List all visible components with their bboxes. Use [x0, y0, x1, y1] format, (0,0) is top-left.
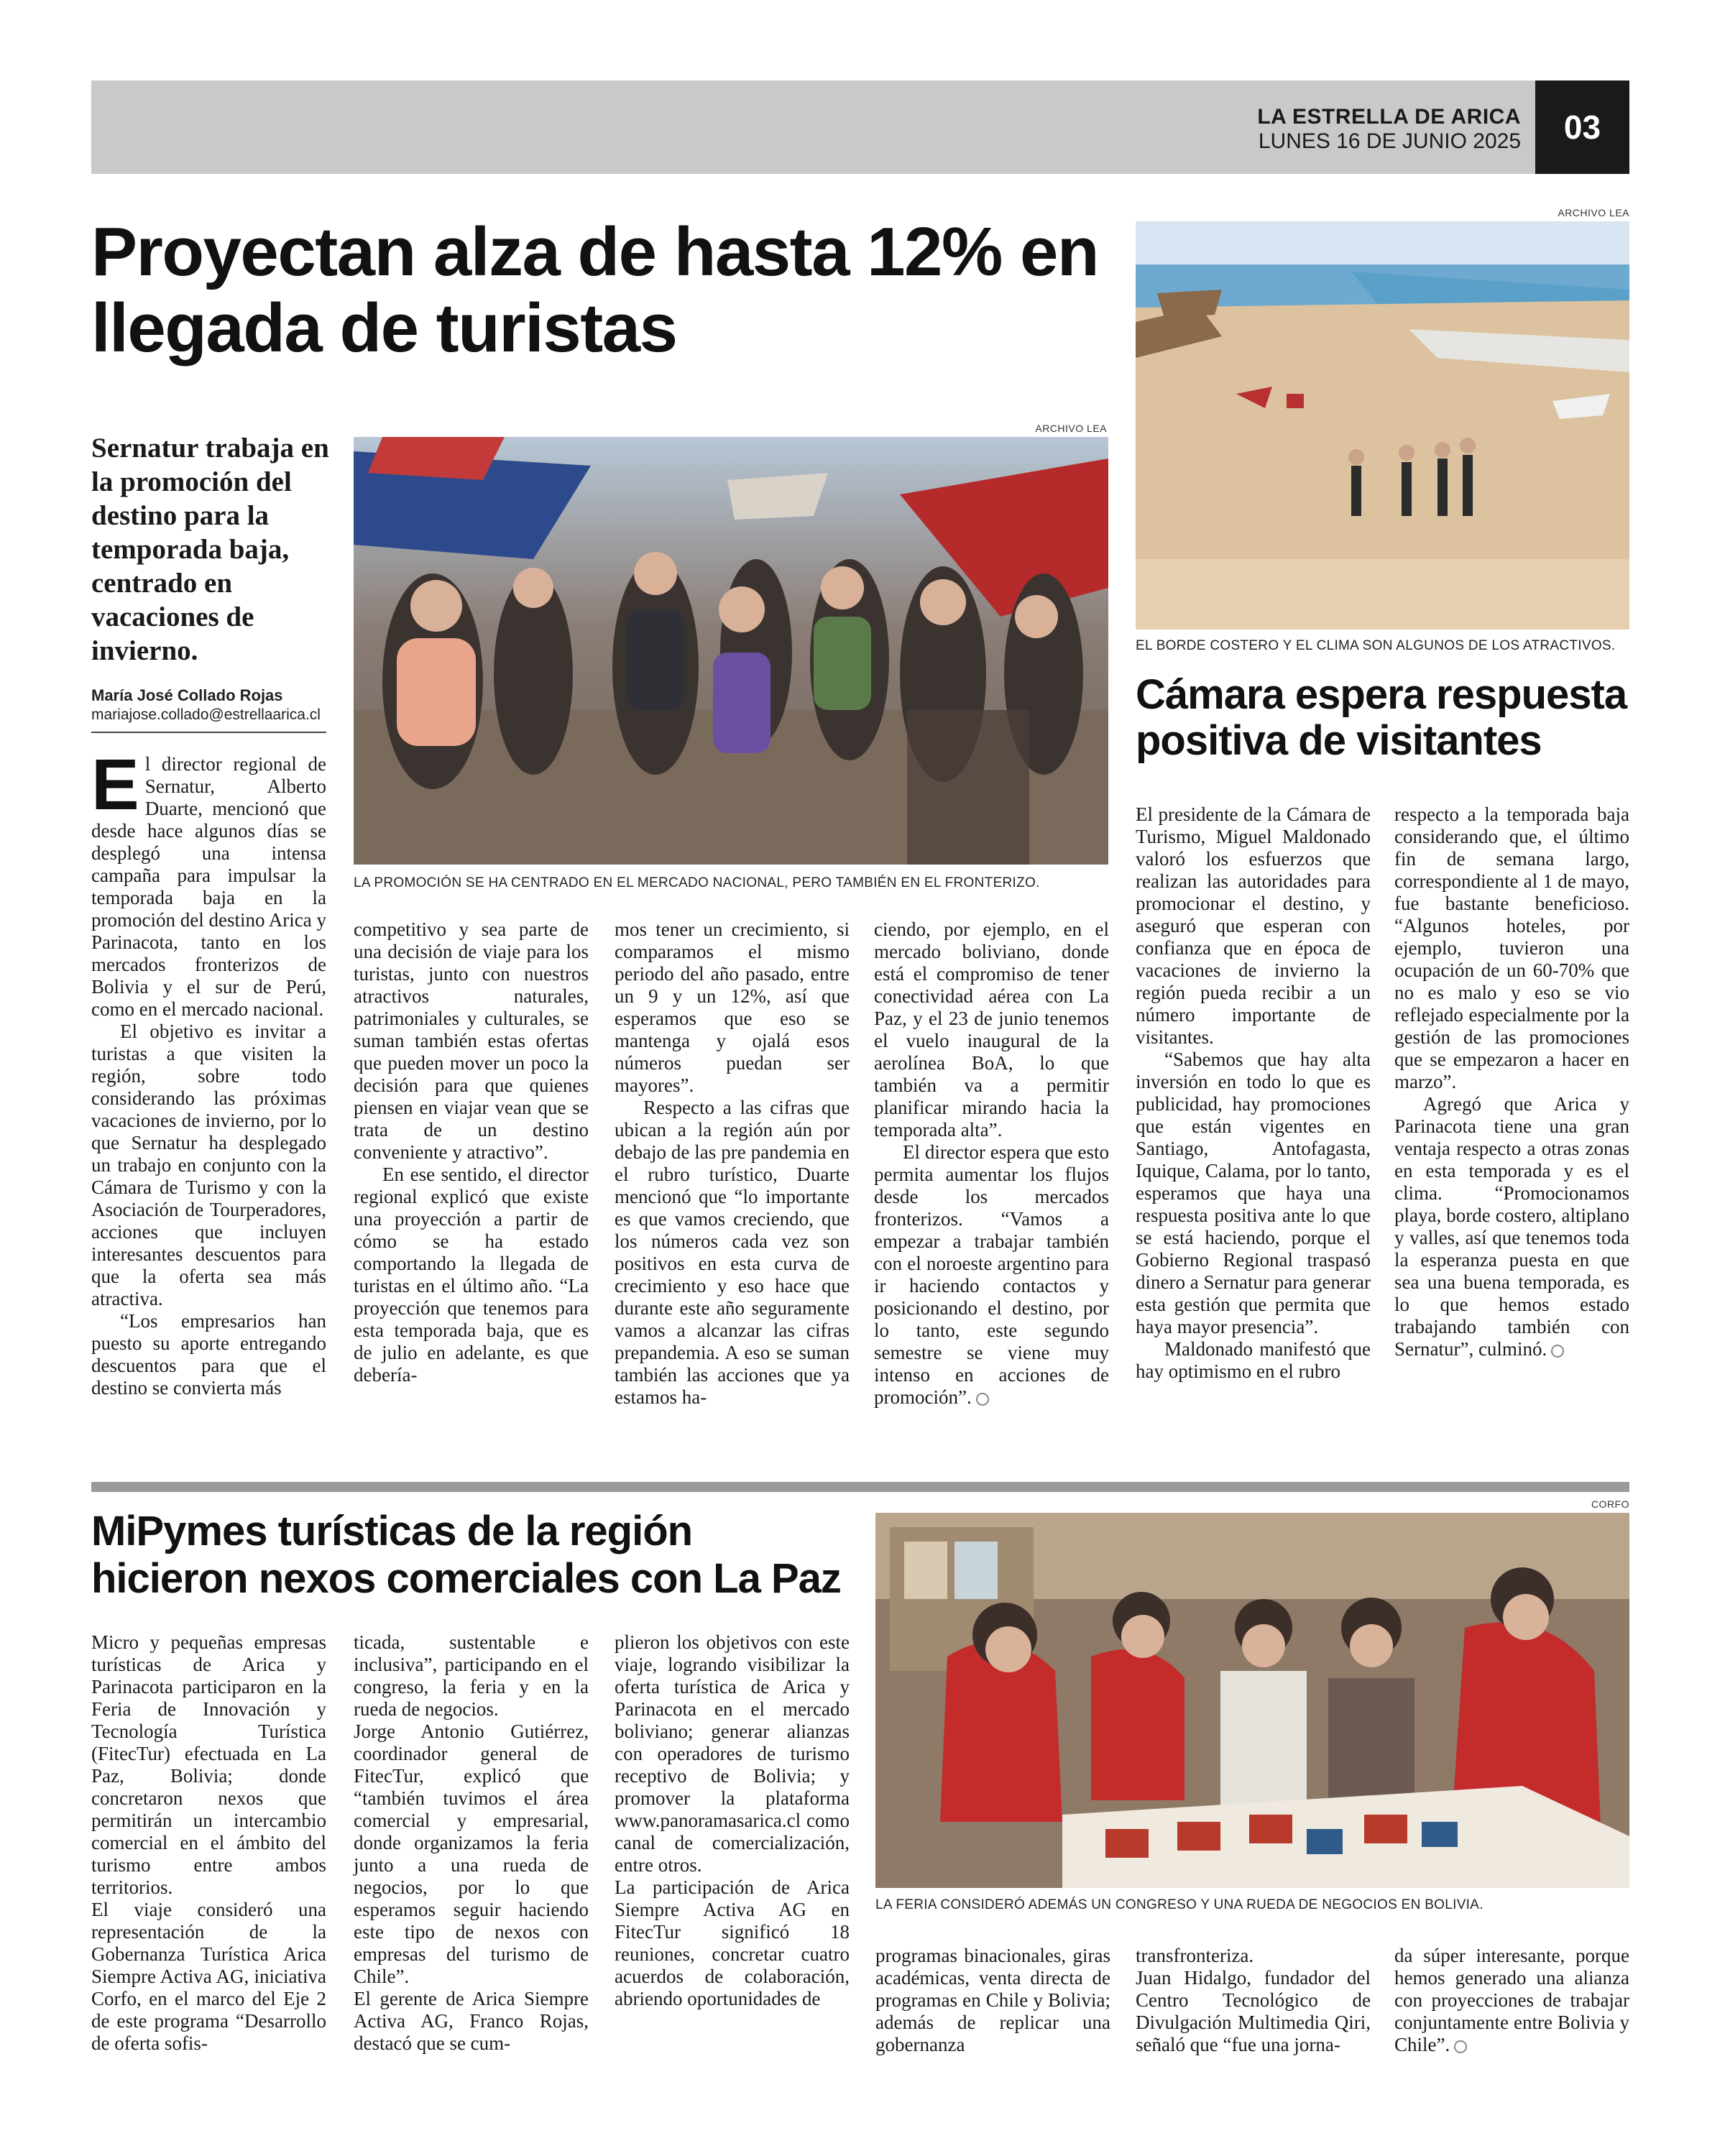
- bottom-col-4: [875, 1945, 1110, 2056]
- side-col-1-para-2: “Sabemos que hay alta inversión en todo lo que es publicidad, hay promociones que están vigentes en Santiago, Antofagasta, Iquique, Calama, por lo tanto, esperamos que haya una respuesta positiva ante lo que se está haciendo, porque el Gobierno Regional traspasó dinero a Sernatur para generar esta gestión que permita que haya mayor presencia”.: [1136, 1049, 1371, 1337]
- side-photo-caption: EL BORDE COSTERO Y EL CLIMA SON ALGUNOS DE LOS ATRACTIVOS.: [1136, 638, 1616, 653]
- main-col-3-para-2: Respecto a las cifras que ubican a la región aún por debajo de las pre pandemia en el rubro turístico, Duarte mencionó que “lo importante es que vamos creciendo, que los números cada vez son positivos en esta curva de crecimiento y eso hace que durante este año seguramente vamos a alcanzar las cifras prepandemia. A eso se suman también las acciones que ya estamos ha-: [615, 1097, 850, 1408]
- bottom-col-3-para-1: plieron los objetivos con este viaje, logrando visibilizar la oferta turística de Arica y Parinacota en el mercado boliviano; generar alianzas con operadores de turismo receptivo de Bolivia; y promover la plataforma www.panoramasarica.cl como canal de comercialización, entre otros.: [615, 1631, 850, 1876]
- byline-rule: [91, 732, 326, 733]
- author-email: mariajose.collado@estrellaarica.cl: [91, 706, 321, 723]
- main-photo-credit: ARCHIVO LEA: [1035, 423, 1107, 434]
- side-col-2-para-1: respecto a la temporada baja considerando que, el último fin de semana largo, correspondiente al 1 de mayo, fue bastante beneficioso. “Algunos hoteles, por ejemplo, tuvieron una ocupación de un 60-70% que no es malo y eso se vio reflejado especialmente por la gestión de las promociones que se empezaron a hacer en marzo”.: [1394, 803, 1629, 1092]
- main-col-1-para-3: “Los empresarios han puesto su aporte entregando descuentos para que el destino se convierta más: [91, 1310, 326, 1399]
- main-col-3-para-1: mos tener un crecimiento, si comparamos el mismo periodo del año pasado, entre un 9 y un 12%, así que esperamos que eso se mantenga y ojalá esos números puedan ser mayores”.: [615, 918, 850, 1096]
- bottom-col-4-para-1: programas binacionales, giras académicas, venta directa de programas en Chile y Bolivia; además de replicar una gobernanza: [875, 1945, 1110, 2055]
- end-mark-icon: [1551, 1345, 1564, 1358]
- main-col-3: [615, 918, 850, 1409]
- fair-illustration: [875, 1513, 1629, 1888]
- beach-illustration: [1136, 221, 1629, 630]
- bottom-col-1: [91, 1631, 326, 2055]
- bottom-col-3-para-2: La participación de Arica Siempre Activa AG en FitecTur significó 18 reuniones, concretar cuatro acuerdos de colaboración, abriendo oportunidades de: [615, 1876, 850, 2009]
- main-col-1: [91, 745, 326, 1399]
- bottom-col-2-para-1: ticada, sustentable e inclusiva”, participando en el congreso, la feria y en la rueda de negocios.: [354, 1631, 589, 1720]
- end-mark-icon: [1454, 2040, 1467, 2053]
- author-name: María José Collado Rojas: [91, 686, 283, 704]
- main-photo-caption: LA PROMOCIÓN SE HA CENTRADO EN EL MERCADO NACIONAL, PERO TAMBIÉN EN EL FRONTERIZO.: [354, 875, 1040, 890]
- issue-date: LUNES 16 DE JUNIO 2025: [1258, 129, 1521, 153]
- bottom-photo-fair: [875, 1513, 1629, 1888]
- side-col-2: [1394, 803, 1629, 1360]
- bottom-col-6-para-1: da súper interesante, porque hemos generado una alianza con proyecciones de trabajar conjuntamente entre Bolivia y Chile”.: [1394, 1945, 1629, 2055]
- side-headline: Cámara espera respuesta positiva de visitantes: [1136, 671, 1627, 764]
- main-col-2: [354, 918, 589, 1386]
- section-divider: [91, 1482, 1629, 1492]
- bottom-col-3: [615, 1631, 850, 2010]
- main-lead: Sernatur trabaja en la promoción del destino para la temporada baja, centrado en vacaciones de invierno.: [91, 433, 329, 666]
- bottom-photo-caption: LA FERIA CONSIDERÓ ADEMÁS UN CONGRESO Y UNA RUEDA DE NEGOCIOS EN BOLIVIA.: [875, 1897, 1484, 1912]
- main-col-2-para-2: En ese sentido, el director regional explicó que existe una proyección a partir de cómo se ha estado comportando la llegada de turistas en el último año. “La proyección que tenemos para esta temporada baja, que es de julio en adelante, es que debería-: [354, 1164, 589, 1386]
- bottom-col-5-para-1: transfronteriza.: [1136, 1945, 1254, 1966]
- bottom-photo-credit: CORFO: [1591, 1498, 1629, 1510]
- side-photo-beach: [1136, 221, 1629, 630]
- bottom-col-6: [1394, 1945, 1629, 2056]
- end-mark-icon: [976, 1393, 989, 1406]
- bottom-col-5-para-2: Juan Hidalgo, fundador del Centro Tecnológico de Divulgación Multimedia Qiri, señaló que “fue una jorna-: [1136, 1967, 1371, 2055]
- bottom-col-5: [1136, 1945, 1371, 2056]
- side-col-1-para-1: El presidente de la Cámara de Turismo, Miguel Maldonado valoró los esfuerzos que realizan las autoridades para promocionar el destino, y aseguró que esperan con confianza que en época de vacaciones de invierno la región pueda recibir a un número importante de visitantes.: [1136, 803, 1371, 1048]
- market-crowd-illustration: [354, 437, 1108, 865]
- side-photo-credit: ARCHIVO LEA: [1558, 207, 1629, 218]
- bottom-headline: MiPymes turísticas de la región hicieron nexos comerciales con La Paz: [91, 1508, 841, 1602]
- main-col-4-para-2: El director espera que esto permita aumentar los flujos desde los mercados fronterizos. “Vamos a empezar a trabajar también con el noroeste argentino para ir haciendo contactos y posicionando el destino, por lo tanto, este segundo semestre se viene muy intenso en acciones de promoción”.: [874, 1141, 1109, 1408]
- main-col-4-para-1: ciendo, por ejemplo, en el mercado boliviano, donde está el compromiso de tener conectividad aérea con La Paz, y el 23 de junio tenemos el vuelo inaugural de la aerolínea BoA, lo que también va a permitir planificar mirando hacia la temporada alta”.: [874, 918, 1109, 1141]
- bottom-col-2: [354, 1631, 589, 2055]
- main-col-1-para-2: El objetivo es invitar a turistas a que visiten la región, sobre todo considerando las próximas vacaciones de invierno, por lo que Sernatur ha desplegado un trabajo en conjunto con la Cámara de Turismo y con la Asociación de Tourperadores, acciones que incluyen interesantes descuentos para que la oferta sea más atractiva.: [91, 1021, 326, 1309]
- bottom-col-1-para-2: El viaje consideró una representación de la Gobernanza Turística Arica Siempre Activa AG, iniciativa Corfo, en el marco del Eje 2 de este programa “Desarrollo de oferta sofis-: [91, 1899, 326, 2054]
- bottom-col-1-para-1: Micro y pequeñas empresas turísticas de Arica y Parinacota participaron en la Feria de Innovación y Tecnología Turística (FitecTur) efectuada en La Paz, Bolivia; donde concretaron nexos que permitirán un intercambio comercial en el ámbito del turismo entre ambos territorios.: [91, 1631, 326, 1898]
- page-number: 03: [1535, 80, 1629, 174]
- main-photo-market-crowd: [354, 437, 1108, 865]
- main-col-1-para-1: El director regional de Sernatur, Alberto Duarte, mencionó que desde hace algunos días se desplegó una intensa campaña para impulsar la temporada baja en la promoción del destino Arica y Parinacota, tanto en los mercados fronterizos de Bolivia y el sur de Perú, como en el mercado nacional.: [91, 745, 326, 1020]
- main-headline: Proyectan alza de hasta 12% en llegada de turistas: [91, 213, 1098, 367]
- bottom-col-2-para-2: Jorge Antonio Gutiérrez, coordinador general de FitecTur, explicó que “también tuvimos el área comercial y empresarial, donde organizamos la feria junto a una rueda de negocios, por lo que esperamos seguir haciendo este tipo de nexos con empresas del turismo de Chile”.: [354, 1720, 589, 1987]
- main-col-2-para-1: competitivo y sea parte de una decisión de viaje para los turistas, junto con nuestros atractivos naturales, patrimoniales y culturales, se suman también estas ofertas que pueden mover un poco la decisión para que quienes piensen en viajar vean que se trata de un destino conveniente y atractivo”.: [354, 918, 589, 1163]
- bottom-col-2-para-3: El gerente de Arica Siempre Activa AG, Franco Rojas, destacó que se cum-: [354, 1988, 589, 2054]
- main-col-4: [874, 918, 1109, 1409]
- side-col-2-para-2: Agregó que Arica y Parinacota tiene una gran ventaja respecto a otras zonas en esta temporada y es el clima. “Promocionamos playa, borde costero, altiplano y valles, así que tenemos toda la esperanza puesta en que sea una buena temporada, es lo que hemos estado trabajando también con Sernatur”, culminó.: [1394, 1093, 1629, 1360]
- newspaper-name: LA ESTRELLA DE ARICA: [1257, 105, 1521, 129]
- drop-cap: E: [91, 745, 139, 825]
- side-col-1: [1136, 803, 1371, 1383]
- side-col-1-para-3: Maldonado manifestó que hay optimismo en el rubro: [1136, 1338, 1371, 1382]
